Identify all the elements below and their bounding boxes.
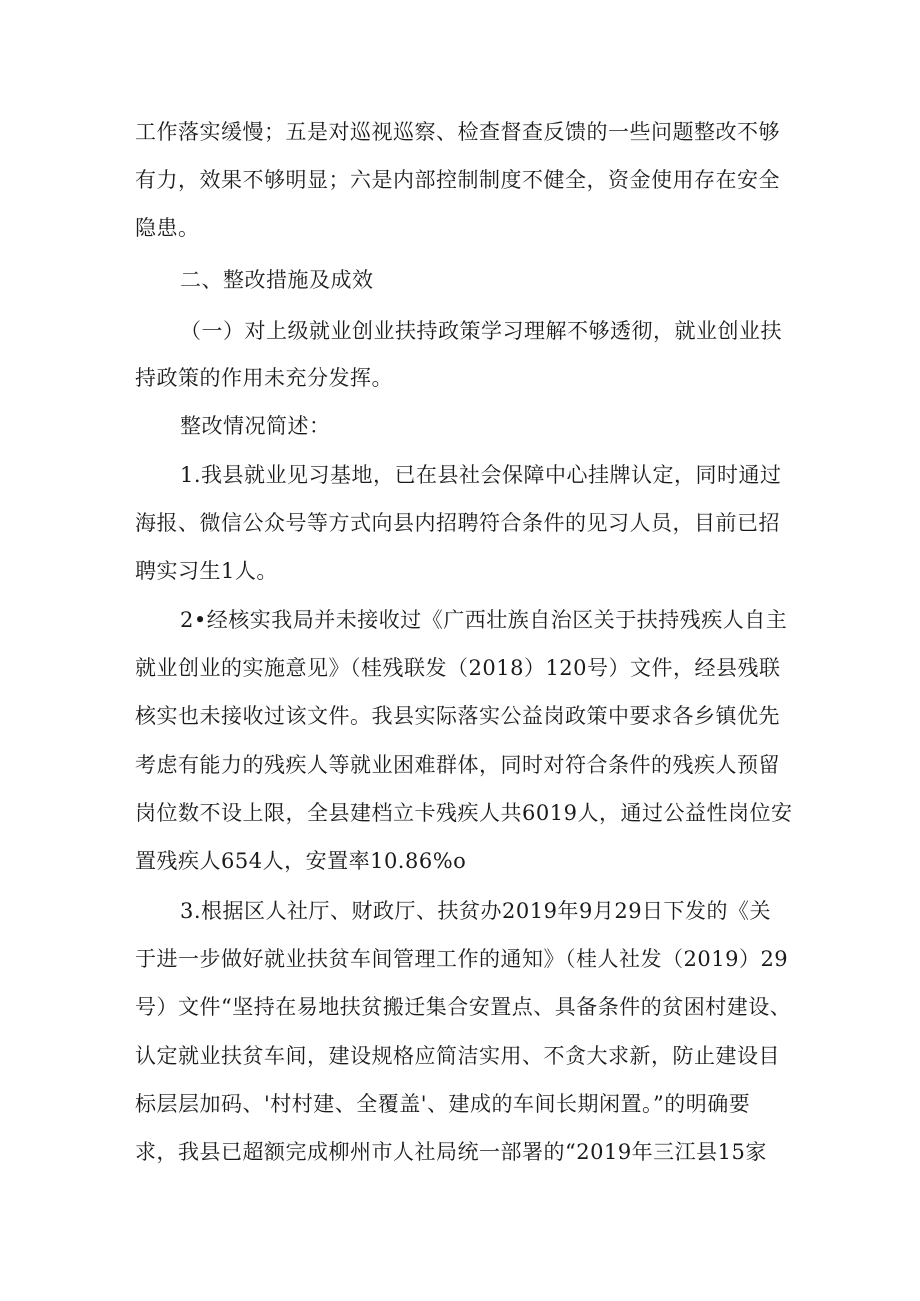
body-line: 海报、微信公众号等方式向县内招聘符合条件的见习人员，目前已招 xyxy=(135,511,780,535)
body-line: 持政策的作用未充分发挥。 xyxy=(135,366,393,390)
body-line: 隐患。 xyxy=(135,216,200,240)
body-line: 工作落实缓慢；五是对巡视巡察、检查督查反馈的一些问题整改不够 xyxy=(135,120,780,144)
body-line: 于进一步做好就业扶贫车间管理工作的通知》（桂人社发（2019）29 xyxy=(135,947,789,971)
list-item-2: 2•经核实我局并未接收过《广西壮族自治区关于扶持残疾人自主 xyxy=(180,608,788,632)
body-line: 标层层加码、'村村建、全覆盖'、建成的车间长期闲置。”的明确要 xyxy=(135,1092,751,1116)
body-line: 聘实习生1人。 xyxy=(135,559,278,583)
list-item-3: 3.根据区人社厅、财政厅、扶贫办2019年9月29日下发的《关 xyxy=(180,899,772,923)
list-item-1: 1.我县就业见习基地，已在县社会保障中心挂牌认定，同时通过 xyxy=(180,463,782,487)
body-line: 号）文件“坚持在易地扶贫搬迁集合安置点、具备条件的贫困村建设、 xyxy=(135,995,792,1019)
summary-label: 整改情况简述： xyxy=(180,414,331,438)
body-line: 求，我县已超额完成柳州市人社局统一部署的“2019年三江县15家 xyxy=(135,1140,767,1164)
body-line: 岗位数不设上限，全县建档立卡残疾人共6019人，通过公益性岗位安 xyxy=(135,801,793,825)
section-heading: 二、整改措施及成效 xyxy=(180,268,374,292)
subsection-heading: （一）对上级就业创业扶持政策学习理解不够透彻，就业创业扶 xyxy=(180,319,782,343)
body-line: 就业创业的实施意见》（桂残联发（2018）120号）文件，经县残联 xyxy=(135,656,781,680)
body-line: 认定就业扶贫车间，建设规格应简洁实用、不贪大求新，防止建设目 xyxy=(135,1044,780,1068)
body-line: 置残疾人654人，安置率10.86%o xyxy=(135,849,467,873)
body-line: 考虑有能力的残疾人等就业困难群体，同时对符合条件的残疾人预留 xyxy=(135,753,780,777)
body-line: 有力，效果不够明显；六是内部控制制度不健全，资金使用存在安全 xyxy=(135,168,780,192)
body-line: 核实也未接收过该文件。我县实际落实公益岗政策中要求各乡镇优先 xyxy=(135,704,780,728)
